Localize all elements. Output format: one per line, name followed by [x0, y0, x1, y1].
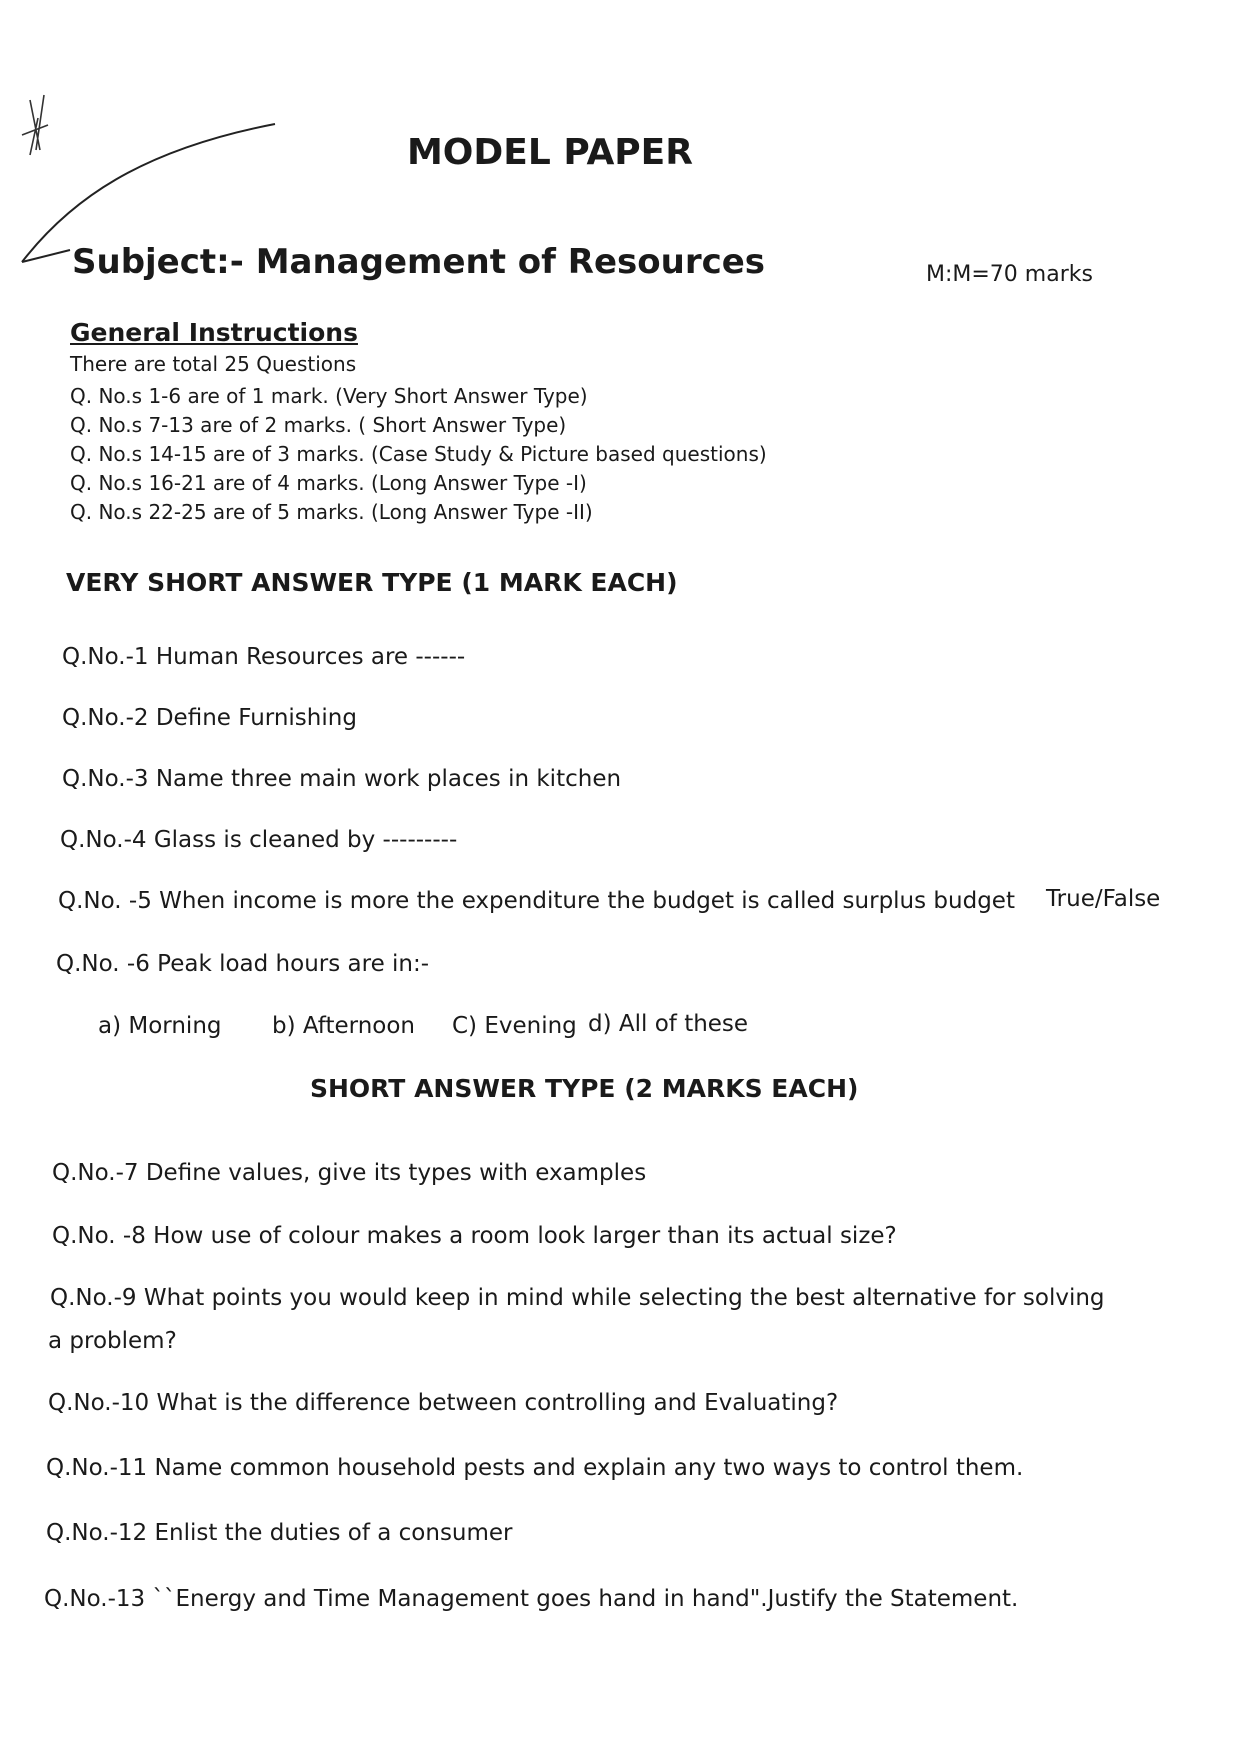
option-a: a) Morning	[98, 1013, 222, 1039]
question-10: Q.No.-10 What is the difference between controlling and Evaluating?	[48, 1390, 839, 1416]
question-9: Q.No.-9 What points you would keep in mind while selecting the best alternative for solving	[50, 1285, 1105, 1311]
instruction-line: Q. No.s 16-21 are of 4 marks. (Long Answer Type -I)	[70, 471, 587, 495]
option-c: C) Evening	[452, 1013, 577, 1039]
option-b: b) Afternoon	[272, 1013, 416, 1039]
question-8: Q.No. -8 How use of colour makes a room look larger than its actual size?	[52, 1223, 897, 1249]
section-heading-very-short: VERY SHORT ANSWER TYPE (1 MARK EACH)	[66, 568, 678, 597]
section-heading-short: SHORT ANSWER TYPE (2 MARKS EACH)	[310, 1074, 859, 1103]
question-6: Q.No. -6 Peak load hours are in:-	[56, 951, 430, 977]
page-title: MODEL PAPER	[406, 132, 693, 173]
instruction-line: Q. No.s 7-13 are of 2 marks. ( Short Answer Type)	[70, 413, 567, 437]
instruction-line: There are total 25 Questions	[70, 352, 357, 376]
question-5-answer-format: True/False	[1046, 886, 1161, 912]
question-3: Q.No.-3 Name three main work places in kitchen	[62, 766, 622, 792]
question-7: Q.No.-7 Define values, give its types with examples	[52, 1160, 647, 1186]
question-2: Q.No.-2 Define Furnishing	[62, 705, 357, 731]
question-13: Q.No.-13 ``Energy and Time Management goes hand in hand".Justify the Statement.	[44, 1586, 1019, 1612]
question-9-continued: a problem?	[48, 1328, 177, 1354]
instruction-line: Q. No.s 1-6 are of 1 mark. (Very Short Answer Type)	[70, 384, 588, 408]
question-5: Q.No. -5 When income is more the expenditure the budget is called surplus budget	[58, 888, 1015, 914]
max-marks: M:M=70 marks	[926, 262, 1093, 287]
question-12: Q.No.-12 Enlist the duties of a consumer	[46, 1520, 513, 1546]
question-1: Q.No.-1 Human Resources are ------	[62, 644, 466, 670]
instruction-line: Q. No.s 14-15 are of 3 marks. (Case Study & Picture based questions)	[70, 442, 767, 466]
subject-heading: Subject:- Management of Resources	[72, 242, 766, 282]
question-4: Q.No.-4 Glass is cleaned by ---------	[60, 827, 458, 853]
instructions-heading: General Instructions	[70, 318, 358, 347]
question-11: Q.No.-11 Name common household pests and explain any two ways to control them.	[46, 1455, 1024, 1481]
option-d: d) All of these	[588, 1011, 749, 1037]
instruction-line: Q. No.s 22-25 are of 5 marks. (Long Answer Type -II)	[70, 500, 593, 524]
